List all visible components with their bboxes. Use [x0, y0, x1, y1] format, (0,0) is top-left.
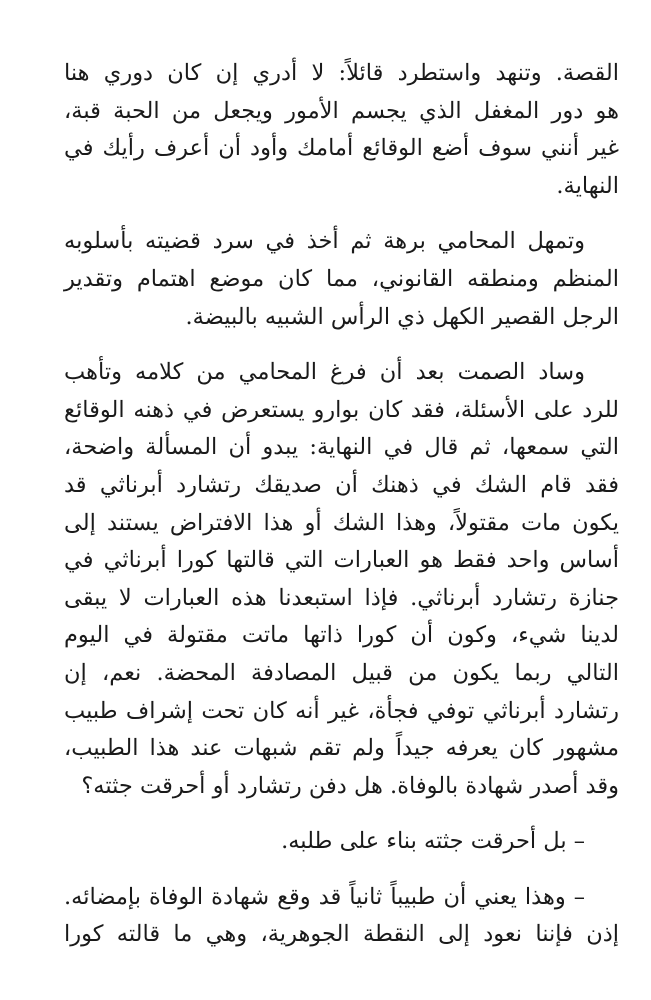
text-line: وتمهل المحامي برهة ثم أخذ في سرد قضيته بأسلوبه: [64, 228, 585, 255]
text-line: القصة. وتنهد واستطرد قائلاً: لا أدري إن كان دوري هنا: [64, 60, 619, 86]
text-line: هو دور المغفل الذي يجسم الأمور ويجعل من الحبة قبة،: [64, 97, 619, 124]
text-line: المنظم ومنطقه القانوني، مما كان موضع اهتمام وتقدير: [64, 265, 619, 292]
text-line: النهاية.: [556, 172, 619, 199]
text-line: – بل أحرقت جثته بناء على طلبه.: [281, 828, 585, 855]
text-line: جنازة رتشارد أبرناثي. فإذا استبعدنا هذه العبارات لا يبقى: [64, 584, 619, 611]
text-line: الرجل القصير الكهل ذي الرأس الشبيه بالبيضة.: [185, 303, 619, 330]
paragraph-1: [64, 55, 619, 205]
text-line: للرد على الأسئلة، فقد كان بوارو يستعرض في ذهنه الوقائع: [64, 396, 619, 423]
paragraph-2: [64, 223, 619, 336]
paragraph-3: [64, 354, 619, 805]
text-line: وساد الصمت بعد أن فرغ المحامي من كلامه وتأهب: [64, 359, 585, 386]
paragraph-4-dialogue: [64, 823, 619, 861]
book-page: [64, 55, 619, 972]
paragraph-5-dialogue: [64, 879, 619, 954]
text-line: مشهور كان يعرفه جيداً ولم تقم شبهات عند هذا الطبيب،: [64, 735, 619, 762]
text-line: أساس واحد فقط هو العبارات التي قالتها كورا أبرناثي في: [64, 547, 619, 574]
text-line: وقد أصدر شهادة بالوفاة. هل دفن رتشارد أو أحرقت جثته؟: [81, 772, 619, 799]
text-line: إذن فإننا نعود إلى النقطة الجوهرية، وهي ما قالته كورا: [64, 921, 619, 948]
text-line: غير أنني سوف أضع الوقائع أمامك وأود أن أعرف رأيك في: [64, 135, 619, 162]
text-line: رتشارد أبرناثي توفي فجأة، غير أنه كان تحت إشراف طبيب: [64, 697, 619, 724]
text-line: التي سمعها، ثم قال في النهاية: يبدو أن المسألة واضحة،: [64, 434, 619, 461]
text-line: – وهذا يعني أن طبيباً ثانياً قد وقع شهادة الوفاة بإمضائه.: [64, 883, 585, 910]
text-line: يكون مات مقتولاً، وهذا الشك أو هذا الافتراض يستند إلى: [64, 509, 619, 536]
text-line: التالي ربما يكون من قبيل المصادفة المحضة. نعم، إن: [64, 659, 619, 686]
text-line: لدينا شيء، وكون أن كورا ذاتها ماتت مقتولة في اليوم: [64, 622, 619, 649]
text-line: فقد قام الشك في ذهنك أن صديقك رتشارد أبرناثي قد: [64, 471, 619, 498]
